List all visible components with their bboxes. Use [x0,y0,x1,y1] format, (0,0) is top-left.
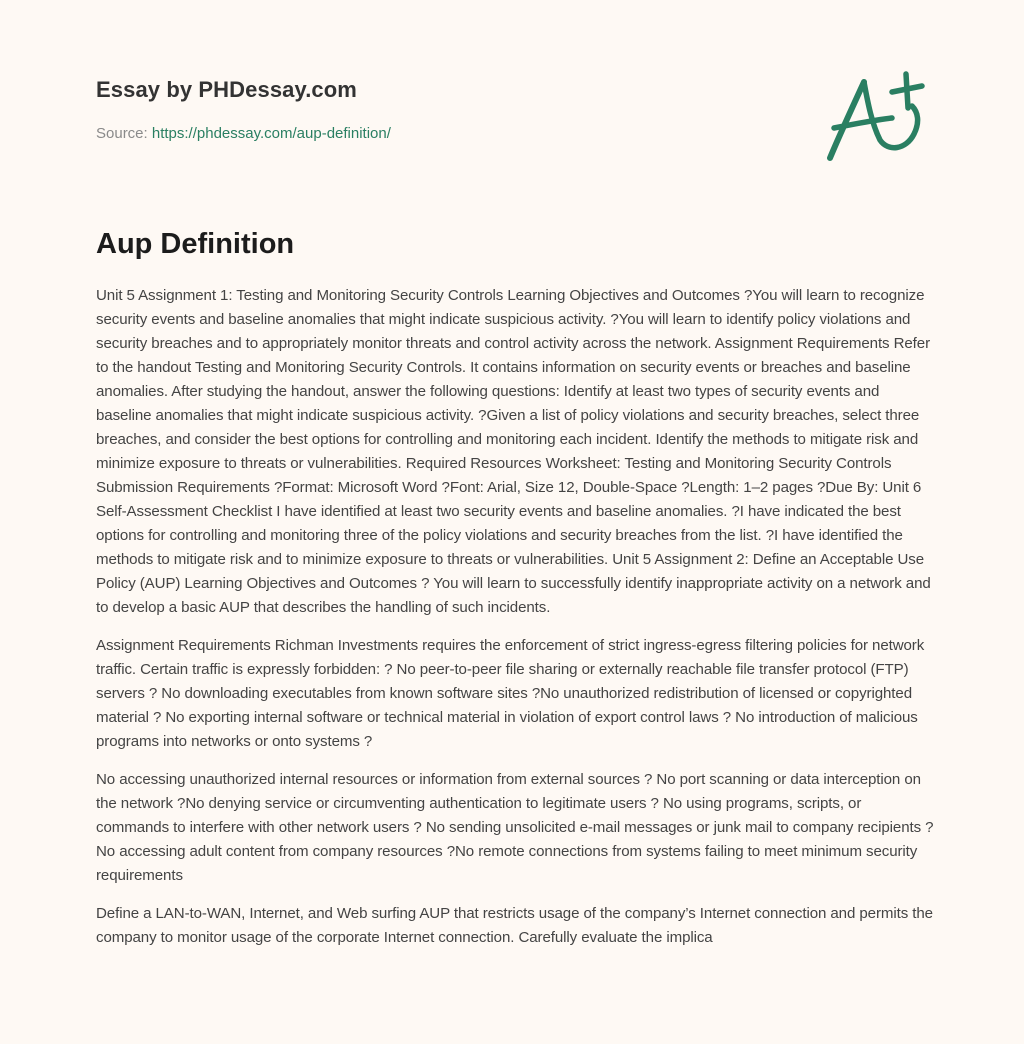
essay-body [96,284,934,964]
essay-paragraph: Unit 5 Assignment 1: Testing and Monitoring Security Controls Learning Objectives and Outcomes ?You will learn to recognize security events and baseline anomalies that might indicate suspicious activity. ?You will learn to identify policy violations and security breaches and to appropriately monitor threats and control activity across the network. Assignment Requirements Refer to the handout Testing and Monitoring Security Controls. It contains information on security events or breaches and baseline anomalies. After studying the handout, answer the following questions: Identify at least two types of security events and baseline anomalies that might indicate suspicious activity. ?Given a list of policy violations and security breaches, select three breaches, and consider the best options for controlling and monitoring each incident. Identify the methods to mitigate risk and minimize exposure to threats or vulnerabilities. Required Resources Worksheet: Testing and Monitoring Security Controls Submission Requirements ?Format: Microsoft Word ?Font: Arial, Size 12, Double-Space ?Length: 1–2 pages ?Due By: Unit 6 Self-Assessment Checklist I have identified at least two security events and baseline anomalies. ?I have indicated the best options for controlling and monitoring three of the policy violations and security breaches from the list. ?I have identified the methods to mitigate risk and to minimize exposure to threats or vulnerabilities. Unit 5 Assignment 2: Define an Acceptable Use Policy (AUP) Learning Objectives and Outcomes ? You will learn to successfully identify inappropriate activity on a network and to develop a basic AUP that describes the handling of such incidents. [96,287,931,616]
page-title: Aup Definition [96,228,295,260]
source-link[interactable]: https://phdessay.com/aup-definition/ [151,125,391,142]
page-header [96,76,936,142]
a-plus-grade-icon [822,68,926,164]
brand-heading: Essay by PHDessay.com [96,77,357,102]
essay-paragraph: No accessing unauthorized internal resources or information from external sources ? No port scanning or data interception on the network ?No denying service or circumventing authentication to legitimate users ? No using programs, scripts, or commands to interfere with other network users ? No sending unsolicited e-mail messages or junk mail to company recipients ? No accessing adult content from company resources ?No remote connections from systems failing to meet minimum security requirements [96,771,934,884]
source-label: Source: [96,125,152,142]
essay-paragraph: Define a LAN-to-WAN, Internet, and Web surfing AUP that restricts usage of the company’s Internet connection and permits the company to monitor usage of the corporate Internet connection. Carefully evaluate the implica [96,905,933,946]
source-line [96,124,391,144]
essay-paragraph: Assignment Requirements Richman Investments requires the enforcement of strict ingress-egress filtering policies for network traffic. Certain traffic is expressly forbidden: ? No peer-to-peer file sharing or externally reachable file transfer protocol (FTP) servers ? No downloading executables from known software sites ?No unauthorized redistribution of licensed or copyrighted material ? No exporting internal software or technical material in violation of export control laws ? No introduction of malicious programs into networks or onto systems ? [96,637,925,750]
